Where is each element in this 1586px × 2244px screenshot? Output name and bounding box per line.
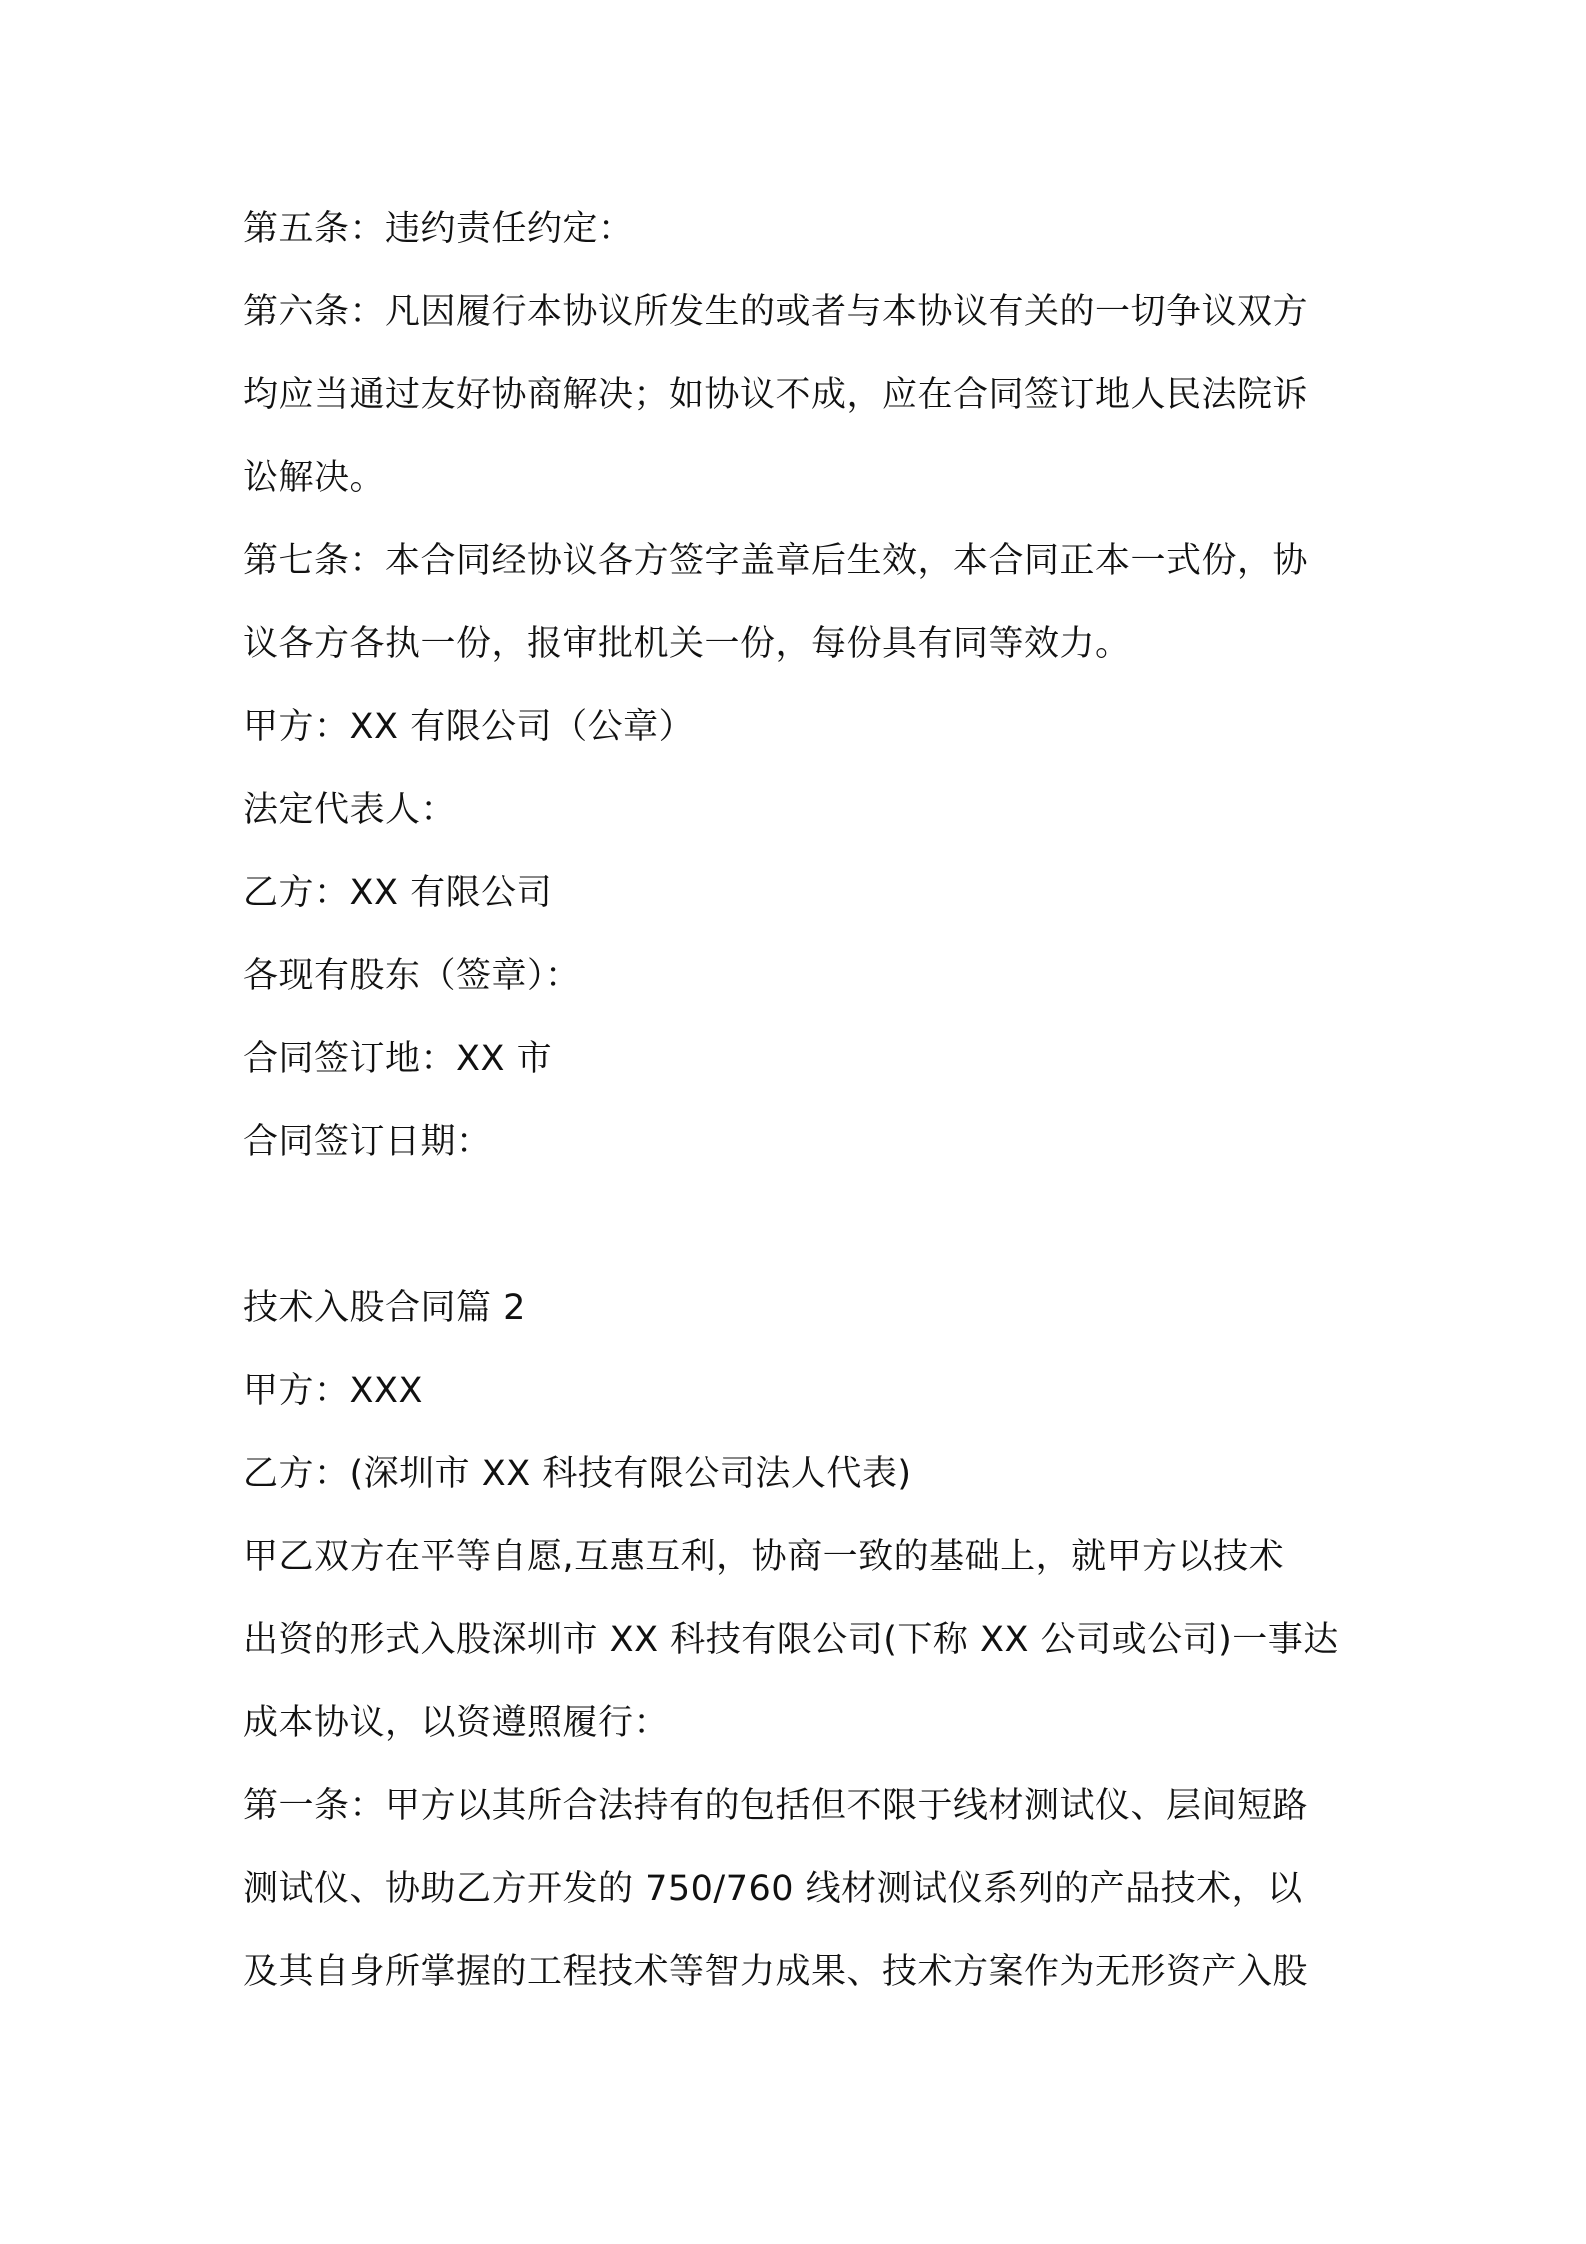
party-b-name-line: 乙方：(深圳市 XX 科技有限公司法人代表)	[243, 1454, 912, 1494]
preamble-line-3: 成本协议，以资遵照履行：	[243, 1703, 670, 1743]
section-title: 技术入股合同篇 2	[243, 1288, 526, 1328]
preamble-line-2: 出资的形式入股深圳市 XX 科技有限公司(下称 XX 公司或公司)一事达	[243, 1620, 1339, 1660]
shareholders-signature-line: 各现有股东（签章）：	[243, 956, 581, 996]
preamble-line-1: 甲乙双方在平等自愿,互惠互利，协商一致的基础上，就甲方以技术	[243, 1537, 1285, 1577]
article-7-line-1: 第七条：本合同经协议各方签字盖章后生效，本合同正本一式份，协	[243, 541, 1309, 581]
article-6-line-2: 均应当通过友好协商解决；如协议不成，应在合同签订地人民法院诉	[243, 375, 1309, 415]
article-7-line-2: 议各方各执一份，报审批机关一份，每份具有同等效力。	[243, 624, 1131, 664]
article-6-line-1: 第六条：凡因履行本协议所发生的或者与本协议有关的一切争议双方	[243, 292, 1309, 332]
legal-representative-line: 法定代表人：	[243, 790, 457, 830]
article-5-heading: 第五条：违约责任约定：	[243, 209, 634, 249]
article-6-line-3: 讼解决。	[243, 458, 386, 498]
article-1-line-3: 及其自身所掌握的工程技术等智力成果、技术方案作为无形资产入股	[243, 1952, 1309, 1992]
party-b-line: 乙方：XX 有限公司	[243, 873, 553, 913]
article-1-line-2: 测试仪、协助乙方开发的 750/760 线材测试仪系列的产品技术，以	[243, 1869, 1303, 1909]
signing-date-line: 合同签订日期：	[243, 1122, 492, 1162]
party-a-line: 甲方：XX 有限公司（公章）	[243, 707, 695, 747]
article-1-line-1: 第一条：甲方以其所合法持有的包括但不限于线材测试仪、层间短路	[243, 1786, 1309, 1826]
signing-place-line: 合同签订地：XX 市	[243, 1039, 553, 1079]
party-a-name-line: 甲方：XXX	[243, 1371, 423, 1411]
